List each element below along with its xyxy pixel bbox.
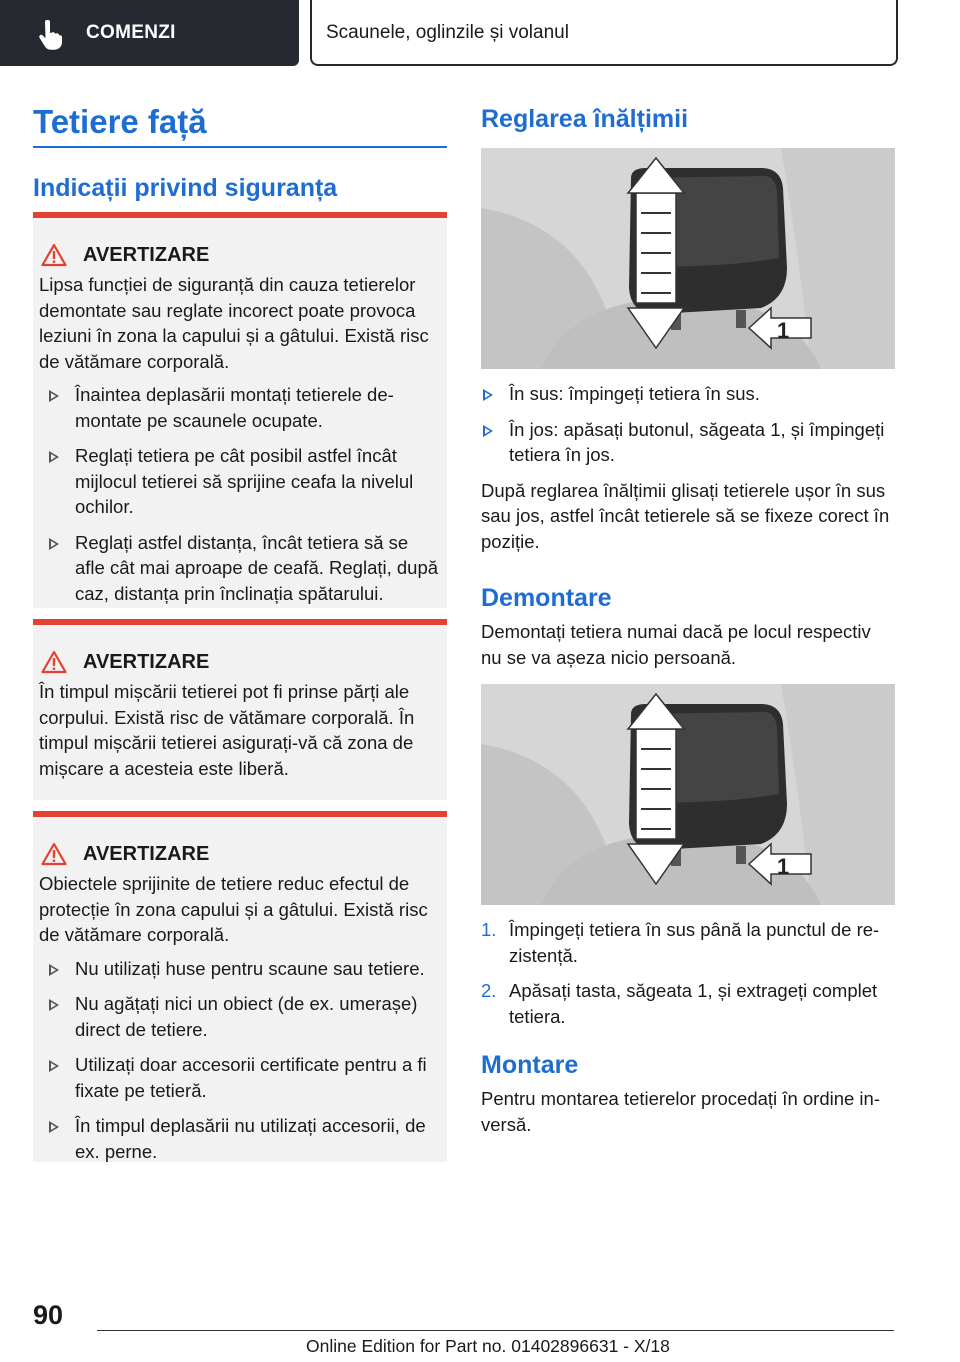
warning-box-3 xyxy=(33,811,447,1162)
height-note: După reglarea înălțimii glisați tetierele ușor în sus sau jos, astfel încât tetierele să se fixeze corect în poziție. xyxy=(481,479,890,552)
height-list xyxy=(481,381,895,468)
list-item: În jos: apăsați butonul, săgeata 1, și împingeți tetiera în jos. xyxy=(481,417,895,468)
bullet-triangle-icon xyxy=(49,451,59,463)
left-column xyxy=(33,100,447,204)
warning-label: AVERTIZARE xyxy=(83,650,210,673)
mount-text: Pentru montarea tetierelor procedați în ordine in-versă. xyxy=(481,1088,880,1135)
bullet-triangle-icon xyxy=(49,1121,59,1133)
pointing-hand-icon xyxy=(36,20,64,50)
headrest-illustration-1 xyxy=(481,148,895,369)
headrest-illustration-2 xyxy=(481,684,895,905)
tab-section[interactable] xyxy=(310,0,898,66)
list-item: Nu agățați nici un obiect (de ex. umerașe) direct de tetiere. xyxy=(39,991,439,1042)
list-item: Nu utilizați huse pentru scaune sau tetiere. xyxy=(39,956,439,982)
callout-1: 1 xyxy=(777,854,790,879)
tab-section-label: Scaunele, oglinzile și volanul xyxy=(326,22,569,43)
warning-box-1 xyxy=(33,212,447,608)
list-item: Utilizați doar accesorii certificate pentru a fi fixate pe tetieră. xyxy=(39,1052,439,1103)
callout-1: 1 xyxy=(777,318,790,343)
title-rule xyxy=(33,146,447,148)
height-title: Reglarea înălțimii xyxy=(481,105,689,133)
page-header xyxy=(0,0,960,66)
warning-header xyxy=(41,841,447,867)
tab-comenzi-label: COMENZI xyxy=(86,22,176,43)
list-item: Reglați tetiera pe cât posibil astfel încât mijlocul tetierei să sprijine ceafa la nivelul ochilor. xyxy=(39,443,439,520)
warning-box-2 xyxy=(33,619,447,800)
warning-text: Lipsa funcției de siguranță din cauza tetierelor demontate sau reglate incorect poate provoca leziuni în zona la capului și a gâtului. Există risc de vătămare corporală. xyxy=(39,274,429,372)
page-number: 90 xyxy=(33,1300,64,1330)
warning-header xyxy=(41,242,447,268)
headrest-drawing xyxy=(481,148,895,369)
bullet-triangle-icon xyxy=(49,999,59,1011)
footer-rule xyxy=(97,1330,894,1331)
footer-edition: Online Edition for Part no. 01402896631 - X/18 xyxy=(306,1336,670,1356)
list-item: 2. Apăsați tasta, săgeata 1, și extrageți complet tetiera. xyxy=(481,980,878,1027)
warning-text: În timpul mișcării tetierei pot fi prinse părți ale corpului. Există risc de vătămare corporală. În timpul mișcării tetierei asigurați-vă că zona de mișcare a acesteia este liberă. xyxy=(39,681,415,779)
bullet-triangle-icon xyxy=(49,964,59,976)
list-item: În sus: împingeți tetiera în sus. xyxy=(481,381,895,407)
height-instructions xyxy=(481,381,895,554)
list-item: Reglați astfel distanța, încât tetiera să se afle cât mai aproape de ceafă. Reglați, după caz, distanța prin înclinația spătarului. xyxy=(39,530,439,607)
bullet-triangle-icon xyxy=(483,425,493,437)
warning-label: AVERTIZARE xyxy=(83,842,210,865)
mount-title: Montare xyxy=(481,1051,579,1079)
headrest-drawing xyxy=(481,684,895,905)
warning-triangle-icon xyxy=(41,243,67,267)
tab-comenzi[interactable] xyxy=(0,0,299,66)
bullet-triangle-icon xyxy=(49,538,59,550)
steps-list xyxy=(481,917,895,1029)
warning-triangle-icon xyxy=(41,842,67,866)
list-item: 1. Împingeți tetiera în sus până la punctul de re-zistență. xyxy=(481,919,880,966)
list-item: În timpul deplasării nu utilizați accesorii, de ex. perne. xyxy=(39,1113,439,1164)
warning-list xyxy=(39,382,439,606)
list-item: Înaintea deplasării montați tetierele de-montate pe scaunele ocupate. xyxy=(39,382,439,433)
bullet-triangle-icon xyxy=(483,389,493,401)
warning-text: Obiectele sprijinite de tetiere reduc efectul de protecție în zona capului și a gâtului. Există risc de vătămare corporală. xyxy=(39,873,428,945)
warning-triangle-icon xyxy=(41,650,67,674)
remove-title: Demontare xyxy=(481,584,612,612)
bullet-triangle-icon xyxy=(49,1060,59,1072)
bullet-triangle-icon xyxy=(49,390,59,402)
warning-header xyxy=(41,649,447,675)
section-subtitle: Indicații privind siguranța xyxy=(33,174,338,202)
warning-list xyxy=(39,956,439,1165)
remove-steps xyxy=(481,917,895,1039)
page-title: Tetiere față xyxy=(33,103,207,140)
warning-label: AVERTIZARE xyxy=(83,243,210,266)
remove-text: Demontați tetiera numai dacă pe locul respectiv nu se va așeza nicio persoană. xyxy=(481,621,871,668)
